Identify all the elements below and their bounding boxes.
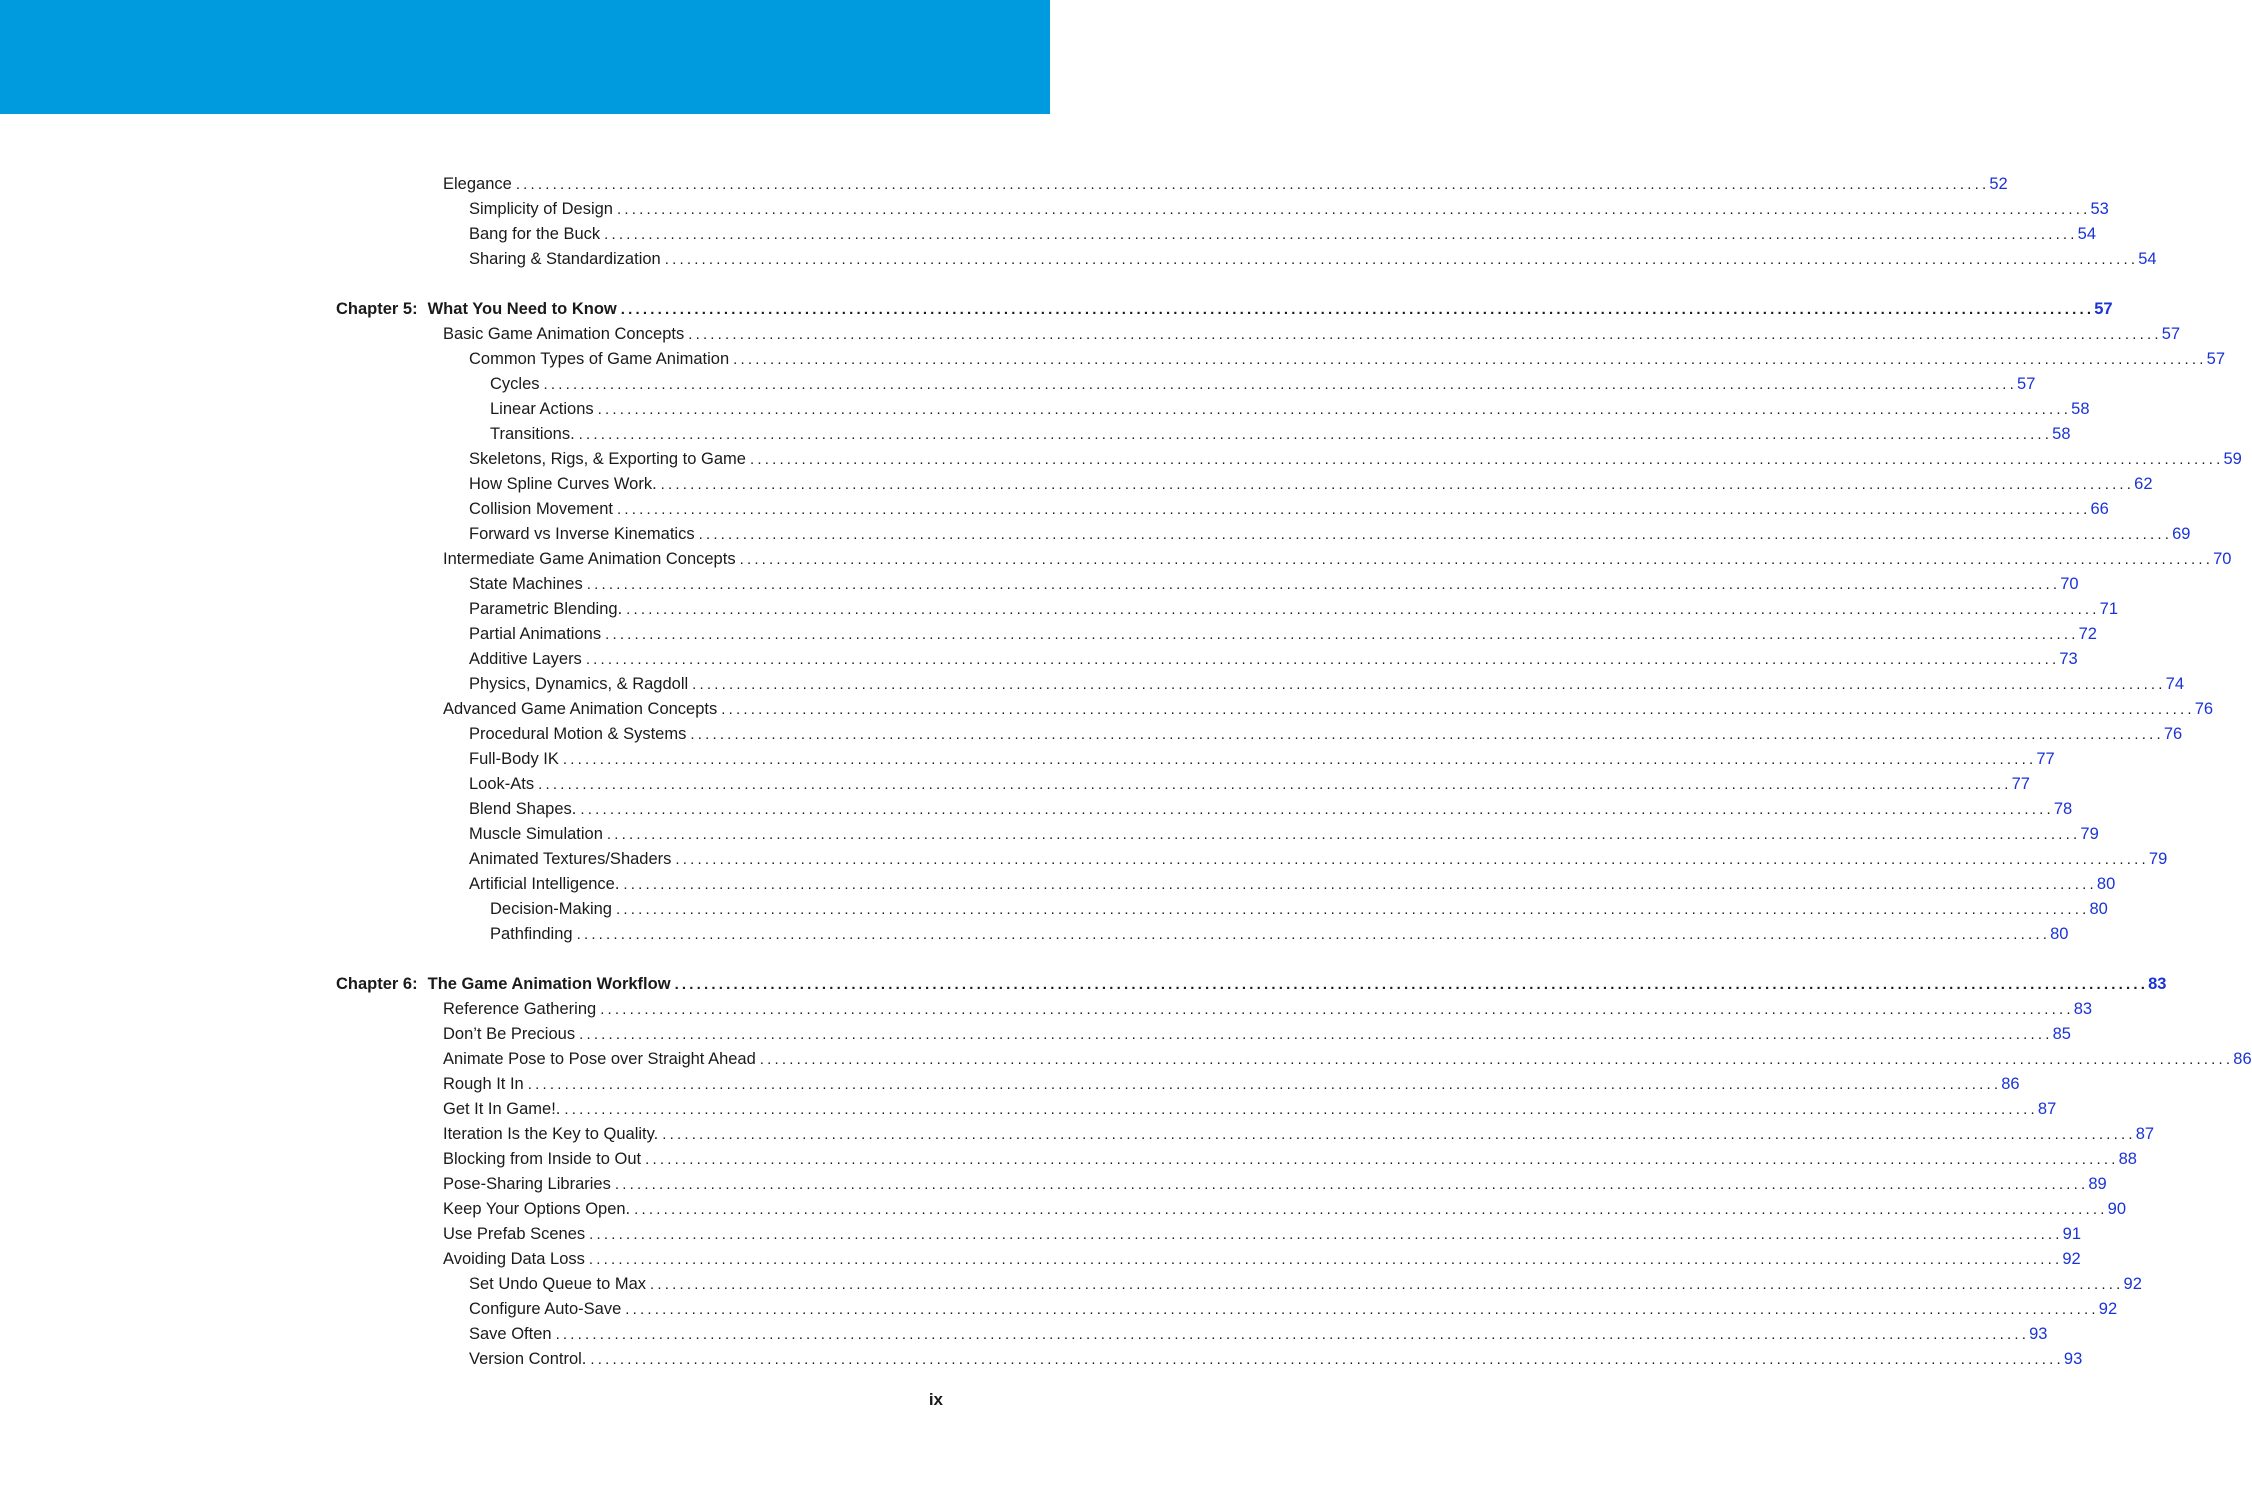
chapter-number: Chapter 5: <box>336 300 418 318</box>
dot-leader: ........................................................................................................................................................................................................ <box>616 201 2091 218</box>
toc-page-number: 86 <box>2001 1075 2020 1093</box>
toc-entry-title: Iteration Is the Key to Quality. <box>443 1125 659 1143</box>
toc-page-number: 73 <box>2059 650 2078 668</box>
toc-entry[interactable] <box>0 897 2108 922</box>
dot-leader: ........................................................................................................................................................................................................ <box>580 801 2054 818</box>
dot-leader: ........................................................................................................................................................................................................ <box>588 1251 2063 1268</box>
dot-leader: ........................................................................................................................................................................................................ <box>597 401 2072 418</box>
toc-entry-title: Intermediate Game Animation Concepts <box>443 550 736 568</box>
toc-entry[interactable] <box>0 247 2157 272</box>
toc-entry[interactable] <box>0 422 2071 447</box>
toc-entry-title: Set Undo Queue to Max <box>469 1275 647 1293</box>
dot-leader: ........................................................................................................................................................................................................ <box>623 876 2097 893</box>
page-folio: ix <box>928 1390 943 1409</box>
toc-chapter-entry[interactable] <box>0 297 2113 322</box>
toc-entry-title: Additive Layers <box>469 650 582 668</box>
chapter-number: Chapter 6: <box>336 975 418 993</box>
top-banner <box>0 0 1050 114</box>
dot-leader: ........................................................................................................................................................................................................ <box>625 1301 2099 1318</box>
dot-leader: ........................................................................................................................................................................................................ <box>674 976 2149 993</box>
toc-page-number: 59 <box>2223 450 2242 468</box>
toc-entry[interactable] <box>0 1322 2048 1347</box>
toc-entry[interactable] <box>0 572 2079 597</box>
toc-entry[interactable] <box>0 372 2036 397</box>
toc-entry[interactable] <box>0 1022 2071 1047</box>
toc-entry-title: Rough It In <box>443 1075 524 1093</box>
toc-entry-title: Basic Game Animation Concepts <box>443 325 685 343</box>
toc-page-number: 90 <box>2107 1200 2126 1218</box>
toc-page-number: 54 <box>2077 225 2097 243</box>
dot-leader: ........................................................................................................................................................................................................ <box>675 851 2149 868</box>
toc-entry[interactable] <box>0 997 2093 1022</box>
toc-entry-title: Bang for the Buck <box>469 225 601 243</box>
toc-page-number: 58 <box>2071 400 2090 418</box>
toc-entry[interactable] <box>0 1072 2020 1097</box>
dot-leader: ........................................................................................................................................................................................................ <box>590 1351 2064 1368</box>
toc-entry[interactable] <box>0 547 2232 572</box>
toc-page-number: 71 <box>2099 600 2119 618</box>
toc-page-number: 77 <box>2036 750 2055 768</box>
toc-page-number: 86 <box>2233 1050 2252 1068</box>
toc-entry[interactable] <box>0 1097 2057 1122</box>
dot-leader: ........................................................................................................................................................................................................ <box>589 1226 2063 1243</box>
toc-page-number: 92 <box>2062 1250 2081 1268</box>
toc-entry-title: Simplicity of Design <box>469 200 613 218</box>
toc-entry[interactable] <box>0 447 2242 472</box>
toc-entry[interactable] <box>0 472 2153 497</box>
toc-page-number: 69 <box>2172 525 2191 543</box>
toc-page-number: 57 <box>2206 350 2226 368</box>
toc-entry-title: Get It In Game!. <box>443 1100 561 1118</box>
toc-page-number: 87 <box>2037 1100 2057 1118</box>
toc-entry-title: Collision Movement <box>469 500 613 518</box>
toc-entry-title: Reference Gathering <box>443 1000 597 1018</box>
toc-entry-title: The Game Animation Workflow <box>427 975 671 993</box>
toc-entry[interactable] <box>0 1222 2082 1247</box>
toc-entry-title: Look-Ats <box>469 775 535 793</box>
toc-page-number: 87 <box>2135 1125 2155 1143</box>
toc-entry-title: Animated Textures/Shaders <box>469 850 672 868</box>
toc-entry-title: Don’t Be Precious <box>443 1025 576 1043</box>
toc-page-number: 57 <box>2094 300 2113 318</box>
dot-leader: ........................................................................................................................................................................................................ <box>562 751 2037 768</box>
toc-page-number: 58 <box>2052 425 2071 443</box>
toc-page-number: 77 <box>2011 775 2030 793</box>
dot-leader: ........................................................................................................................................................................................................ <box>688 326 2162 343</box>
toc-entry-title: Linear Actions <box>490 400 594 418</box>
toc-entry[interactable] <box>0 1247 2081 1272</box>
toc-entry[interactable] <box>0 747 2055 772</box>
dot-leader: ........................................................................................................................................................................................................ <box>576 926 2051 943</box>
toc-page-number: 70 <box>2060 575 2079 593</box>
toc-page-number: 79 <box>2080 825 2099 843</box>
toc-entry[interactable] <box>0 322 2181 347</box>
dot-leader: ........................................................................................................................................................................................................ <box>538 776 2012 793</box>
dot-leader: ........................................................................................................................................................................................................ <box>759 1051 2234 1068</box>
dot-leader: ........................................................................................................................................................................................................ <box>660 476 2135 493</box>
dot-leader: ........................................................................................................................................................................................................ <box>579 1026 2053 1043</box>
toc-page-number: 62 <box>2134 475 2153 493</box>
toc-entry-title: Artificial Intelligence. <box>469 875 620 893</box>
toc-entry-title: Physics, Dynamics, & Ragdoll <box>469 675 689 693</box>
toc-page-number: 66 <box>2090 500 2109 518</box>
toc-entry-title: Sharing & Standardization <box>469 250 661 268</box>
toc-page-number: 83 <box>2148 975 2167 993</box>
toc-entry[interactable] <box>0 1197 2126 1222</box>
toc-entry-title: State Machines <box>469 575 583 593</box>
toc-entry[interactable] <box>0 672 2185 697</box>
toc-entry[interactable] <box>0 822 2099 847</box>
toc-page-number: 93 <box>2063 1350 2083 1368</box>
toc-entry[interactable] <box>0 347 2226 372</box>
dot-leader: ........................................................................................................................................................................................................ <box>645 1151 2119 1168</box>
toc-page-number: 70 <box>2213 550 2232 568</box>
dot-leader: ........................................................................................................................................................................................................ <box>634 1201 2108 1218</box>
dot-leader: ........................................................................................................................................................................................................ <box>578 426 2053 443</box>
toc-entry[interactable] <box>0 647 2078 672</box>
toc-page-number: 79 <box>2148 850 2168 868</box>
toc-entry-title: Transitions. <box>490 425 575 443</box>
dot-leader: ........................................................................................................................................................................................................ <box>614 1176 2089 1193</box>
toc-entry[interactable] <box>0 522 2191 547</box>
toc-entry[interactable] <box>0 1172 2107 1197</box>
toc-page-number: 91 <box>2062 1225 2082 1243</box>
toc-entry-title: Pathfinding <box>490 925 573 943</box>
toc-entry[interactable] <box>0 697 2214 722</box>
dot-leader: ........................................................................................................................................................................................................ <box>605 626 2079 643</box>
toc-page-number: 92 <box>2123 1275 2142 1293</box>
toc-entry[interactable] <box>0 872 2116 897</box>
dot-leader: ........................................................................................................................................................................................................ <box>527 1076 2002 1093</box>
toc-entry-title: Partial Animations <box>469 625 602 643</box>
toc-entry-title: Use Prefab Scenes <box>443 1225 586 1243</box>
toc-entry[interactable] <box>0 1122 2155 1147</box>
toc-page-number: 83 <box>2073 1000 2093 1018</box>
toc-page-number: 80 <box>2089 900 2108 918</box>
toc-page-number: 92 <box>2098 1300 2118 1318</box>
dot-leader: ........................................................................................................................................................................................................ <box>615 901 2090 918</box>
toc-entry[interactable] <box>0 1147 2137 1172</box>
toc-page-number: 80 <box>2096 875 2116 893</box>
toc-page-number: 52 <box>1989 175 2008 193</box>
dot-leader: ........................................................................................................................................................................................................ <box>515 176 1990 193</box>
dot-leader: ........................................................................................................................................................................................................ <box>543 376 2018 393</box>
dot-leader: ........................................................................................................................................................................................................ <box>585 651 2060 668</box>
toc-page-number: 57 <box>2161 325 2181 343</box>
toc-chapter-entry[interactable] <box>0 972 2167 997</box>
toc-entry-title: Procedural Motion & Systems <box>469 725 687 743</box>
table-of-contents <box>0 172 2252 1372</box>
toc-entry-title: Animate Pose to Pose over Straight Ahead <box>443 1050 756 1068</box>
toc-entry-title: Avoiding Data Loss <box>443 1250 585 1268</box>
toc-entry-title: Decision-Making <box>490 900 612 918</box>
toc-entry-title: Blocking from Inside to Out <box>443 1150 642 1168</box>
toc-entry-title: Common Types of Game Animation <box>469 350 730 368</box>
toc-entry-title: Muscle Simulation <box>469 825 603 843</box>
dot-leader: ........................................................................................................................................................................................................ <box>739 551 2214 568</box>
dot-leader: ........................................................................................................................................................................................................ <box>606 826 2081 843</box>
toc-page-number: 88 <box>2118 1150 2137 1168</box>
toc-page-number: 57 <box>2017 375 2036 393</box>
toc-entry[interactable] <box>0 922 2069 947</box>
dot-leader: ........................................................................................................................................................................................................ <box>586 576 2061 593</box>
toc-entry-title: Skeletons, Rigs, & Exporting to Game <box>469 450 746 468</box>
dot-leader: ........................................................................................................................................................................................................ <box>698 526 2173 543</box>
toc-entry[interactable] <box>0 1297 2118 1322</box>
toc-page-number: 54 <box>2138 250 2157 268</box>
toc-entry[interactable] <box>0 222 2097 247</box>
dot-leader: ........................................................................................................................................................................................................ <box>626 601 2100 618</box>
dot-leader: ........................................................................................................................................................................................................ <box>749 451 2224 468</box>
toc-entry[interactable] <box>0 1047 2252 1072</box>
toc-entry-title: What You Need to Know <box>427 300 617 318</box>
toc-page-number: 53 <box>2090 200 2109 218</box>
toc-entry-title: Keep Your Options Open. <box>443 1200 631 1218</box>
toc-page-number: 89 <box>2088 1175 2107 1193</box>
dot-leader: ........................................................................................................................................................................................................ <box>692 676 2166 693</box>
toc-entry[interactable] <box>0 497 2109 522</box>
dot-leader: ........................................................................................................................................................................................................ <box>620 301 2095 318</box>
toc-entry-title: How Spline Curves Work. <box>469 475 657 493</box>
toc-entry-title: Configure Auto-Save <box>469 1300 622 1318</box>
toc-page-number: 76 <box>2194 700 2214 718</box>
dot-leader: ........................................................................................................................................................................................................ <box>600 1001 2074 1018</box>
toc-entry[interactable] <box>0 172 2008 197</box>
toc-page-number: 72 <box>2078 625 2097 643</box>
toc-entry-title: Save Often <box>469 1325 552 1343</box>
dot-leader: ........................................................................................................................................................................................................ <box>616 501 2091 518</box>
dot-leader: ........................................................................................................................................................................................................ <box>721 701 2195 718</box>
dot-leader: ........................................................................................................................................................................................................ <box>650 1276 2124 1293</box>
dot-leader: ........................................................................................................................................................................................................ <box>604 226 2078 243</box>
toc-page-number: 93 <box>2029 1325 2048 1343</box>
toc-entry-title: Parametric Blending. <box>469 600 623 618</box>
toc-entry-title: Forward vs Inverse Kinematics <box>469 525 695 543</box>
toc-entry[interactable] <box>0 1272 2142 1297</box>
dot-leader: ........................................................................................................................................................................................................ <box>664 251 2139 268</box>
toc-page-number: 78 <box>2053 800 2073 818</box>
toc-entry[interactable] <box>0 622 2097 647</box>
toc-entry[interactable] <box>0 397 2090 422</box>
toc-entry[interactable] <box>0 772 2030 797</box>
toc-page-number: 76 <box>2163 725 2183 743</box>
dot-leader: ........................................................................................................................................................................................................ <box>564 1101 2038 1118</box>
dot-leader: ........................................................................................................................................................................................................ <box>555 1326 2030 1343</box>
toc-entry[interactable] <box>0 1347 2083 1372</box>
dot-leader: ........................................................................................................................................................................................................ <box>662 1126 2136 1143</box>
dot-leader: ........................................................................................................................................................................................................ <box>733 351 2207 368</box>
toc-entry-title: Cycles <box>490 375 540 393</box>
toc-entry[interactable] <box>0 847 2168 872</box>
toc-page-number: 85 <box>2052 1025 2071 1043</box>
toc-entry[interactable] <box>0 722 2183 747</box>
toc-entry-title: Full-Body IK <box>469 750 559 768</box>
toc-entry-title: Advanced Game Animation Concepts <box>443 700 718 718</box>
toc-entry[interactable] <box>0 797 2073 822</box>
toc-entry[interactable] <box>0 597 2119 622</box>
toc-entry-title: Pose-Sharing Libraries <box>443 1175 611 1193</box>
toc-entry-title: Version Control. <box>469 1350 587 1368</box>
dot-leader: ........................................................................................................................................................................................................ <box>690 726 2164 743</box>
toc-entry-title: Blend Shapes. <box>469 800 577 818</box>
toc-entry-title: Elegance <box>443 175 512 193</box>
toc-page-number: 74 <box>2165 675 2185 693</box>
toc-page-number: 80 <box>2050 925 2069 943</box>
toc-entry[interactable] <box>0 197 2109 222</box>
